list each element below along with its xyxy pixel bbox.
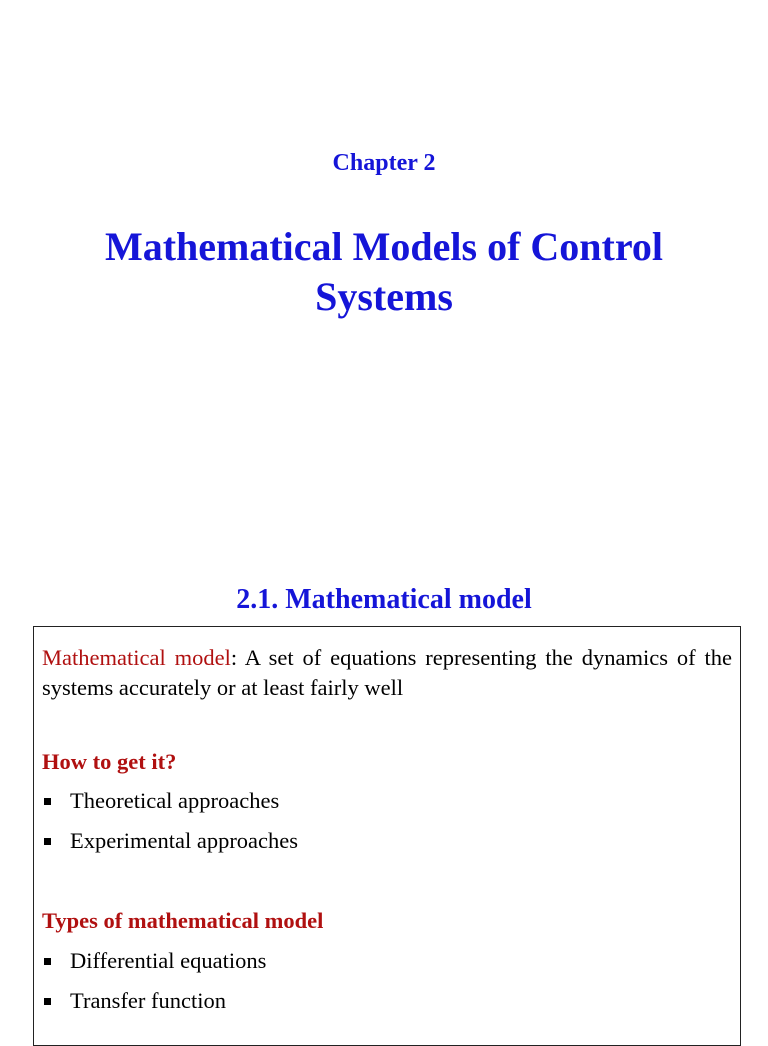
square-bullet-icon [44,838,51,845]
list-item [42,786,298,826]
list-item [42,946,266,986]
list-item [42,826,298,866]
list-item [42,986,266,1026]
list-item-label: Transfer function [70,988,227,1013]
definition-separator: : [230,645,238,670]
list-item-label: Theoretical approaches [70,788,280,813]
chapter-title: Mathematical Models of Control Systems [104,224,664,319]
list-item-label: Differential equations [70,948,267,973]
square-bullet-icon [44,998,51,1005]
square-bullet-icon [44,798,51,805]
chapter-label: Chapter 2 [332,150,436,176]
list-item-label: Experimental approaches [70,828,299,853]
content-box [33,626,741,1046]
square-bullet-icon [44,958,51,965]
how-to-get-list [42,786,298,866]
how-to-get-heading: How to get it? [42,749,177,774]
types-list [42,946,266,1026]
definition-paragraph [42,643,732,703]
definition-text: A set of equations representing the dynamics of the systems accurately or at least fairly well [42,645,732,700]
definition-term: Mathematical model [42,645,231,670]
section-heading: 2.1. Mathematical model [236,584,532,615]
types-heading: Types of mathematical model [42,908,324,933]
